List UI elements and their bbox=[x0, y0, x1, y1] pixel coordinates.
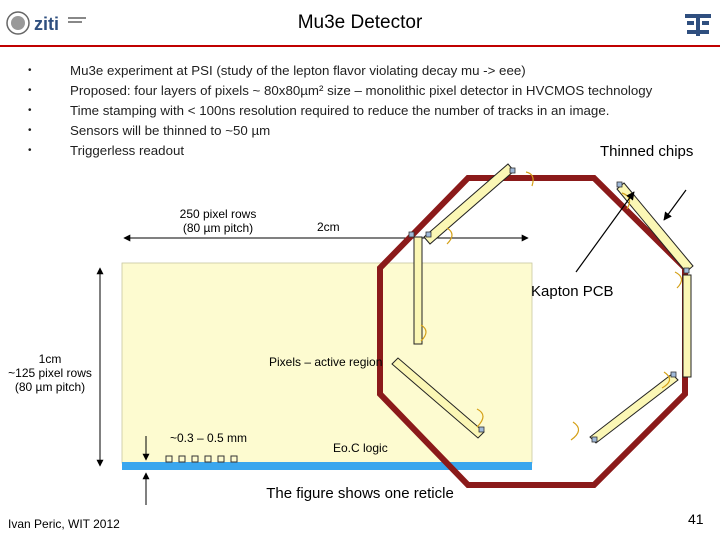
height-label bbox=[2, 352, 98, 394]
thinned-chips-label: Thinned chips bbox=[600, 143, 694, 160]
width-label: 2cm bbox=[317, 220, 340, 234]
bullet-marker: • bbox=[28, 145, 32, 156]
bullet-text: Time stamping with < 100ns resolution required to reduce the number of tracks in an image. bbox=[70, 103, 610, 118]
height-pitch: (80 µm pitch) bbox=[14, 380, 86, 394]
eoc-bar bbox=[122, 462, 532, 470]
figure-caption: The figure shows one reticle bbox=[266, 485, 454, 502]
bullet-marker: • bbox=[28, 105, 32, 116]
pixel-rows-pitch: (80 µm pitch) bbox=[182, 221, 254, 235]
thinned-chips-arrow bbox=[664, 190, 686, 220]
bullet-marker: • bbox=[28, 125, 32, 136]
eoc-height-label: ~0.3 – 0.5 mm bbox=[170, 431, 248, 445]
bullet-text: Sensors will be thinned to ~50 µm bbox=[70, 123, 271, 138]
active-region-label: Pixels – active region bbox=[269, 355, 383, 369]
eoc-logic-label: Eo.C logic bbox=[333, 441, 388, 455]
kapton-arrow bbox=[576, 192, 634, 272]
bullet-text: Mu3e experiment at PSI (study of the lepton flavor violating decay mu -> eee) bbox=[70, 63, 526, 78]
svg-text:ziti: ziti bbox=[34, 14, 59, 34]
height-value: 1cm bbox=[38, 352, 62, 366]
kapton-pcb-label: Kapton PCB bbox=[531, 283, 614, 300]
bullet-text: Proposed: four layers of pixels ~ 80x80µm² size – monolithic pixel detector in HVCMOS technology bbox=[70, 83, 653, 98]
bullet-marker: • bbox=[28, 65, 32, 76]
page-title: Mu3e Detector bbox=[297, 12, 423, 33]
footer-author: Ivan Peric, WIT 2012 bbox=[8, 517, 120, 531]
bullet-marker: • bbox=[28, 85, 32, 96]
bullet-text: Triggerless readout bbox=[70, 143, 185, 158]
page-number: 41 bbox=[688, 511, 704, 527]
pixel-rows-count: 250 pixel rows bbox=[179, 207, 257, 221]
pixel-rows-label bbox=[166, 207, 270, 235]
height-rows: ~125 pixel rows bbox=[8, 366, 92, 380]
